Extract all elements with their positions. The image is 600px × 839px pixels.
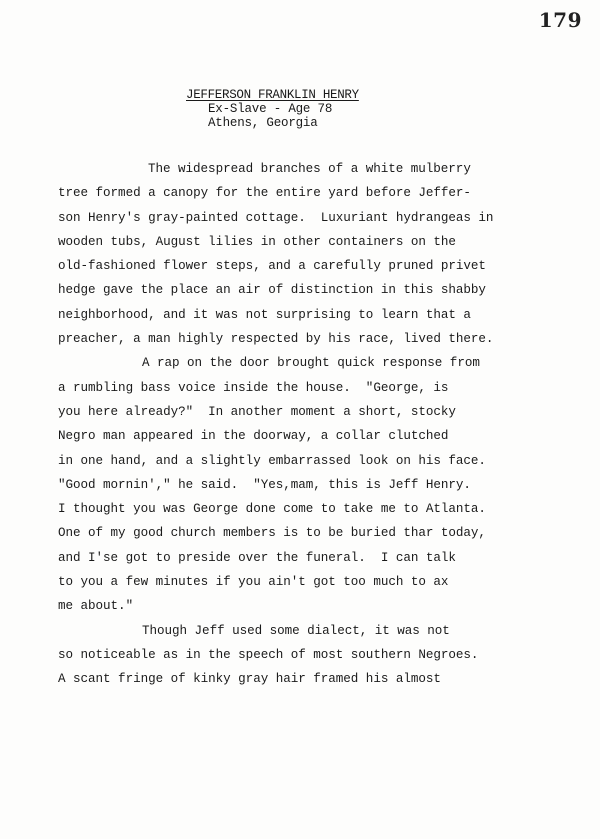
body-line: and I'se got to preside over the funeral. I can talk [58, 550, 456, 565]
body-line: neighborhood, and it was not surprising to learn that a [58, 307, 471, 322]
body-line: tree formed a canopy for the entire yard before Jeffer- [58, 186, 471, 201]
document-header [186, 88, 359, 130]
body-line: son Henry's gray-painted cottage. Luxuriant hydrangeas in [58, 210, 494, 225]
body-line: so noticeable as in the speech of most southern Negroes. [58, 647, 479, 662]
body-line: The widespread branches of a white mulberry [148, 162, 471, 176]
document-subtitle: Ex-Slave - Age 78 [208, 102, 333, 116]
body-line: in one hand, and a slightly embarrassed look on his face. [58, 453, 486, 468]
body-line: to you a few minutes if you ain't got too much to ax [58, 575, 449, 590]
body-line: you here already?" In another moment a short, stocky [58, 404, 456, 419]
body-line: A scant fringe of kinky gray hair framed his almost [58, 672, 441, 687]
document-body [58, 157, 538, 692]
body-line: One of my good church members is to be buried thar today, [58, 526, 486, 541]
body-line: wooden tubs, August lilies in other containers on the [58, 234, 456, 249]
body-line: me about." [58, 599, 134, 614]
document-title: JEFFERSON FRANKLIN HENRY [186, 88, 359, 102]
body-line: Though Jeff used some dialect, it was not [142, 623, 450, 638]
body-line: preacher, a man highly respected by his race, lived there. [58, 332, 494, 347]
body-line: A rap on the door brought quick response from [142, 356, 480, 371]
body-line: Negro man appeared in the doorway, a collar clutched [58, 429, 449, 444]
body-line: old-fashioned flower steps, and a carefully pruned privet [58, 259, 486, 274]
body-line: hedge gave the place an air of distinction in this shabby [58, 283, 486, 298]
body-line: "Good mornin'," he said. "Yes,mam, this is Jeff Henry. [58, 477, 471, 492]
document-location: Athens, Georgia [208, 116, 318, 130]
body-line: I thought you was George done come to take me to Atlanta. [58, 502, 486, 517]
body-line: a rumbling bass voice inside the house. "George, is [58, 380, 449, 395]
page-number: 179 [538, 8, 582, 32]
